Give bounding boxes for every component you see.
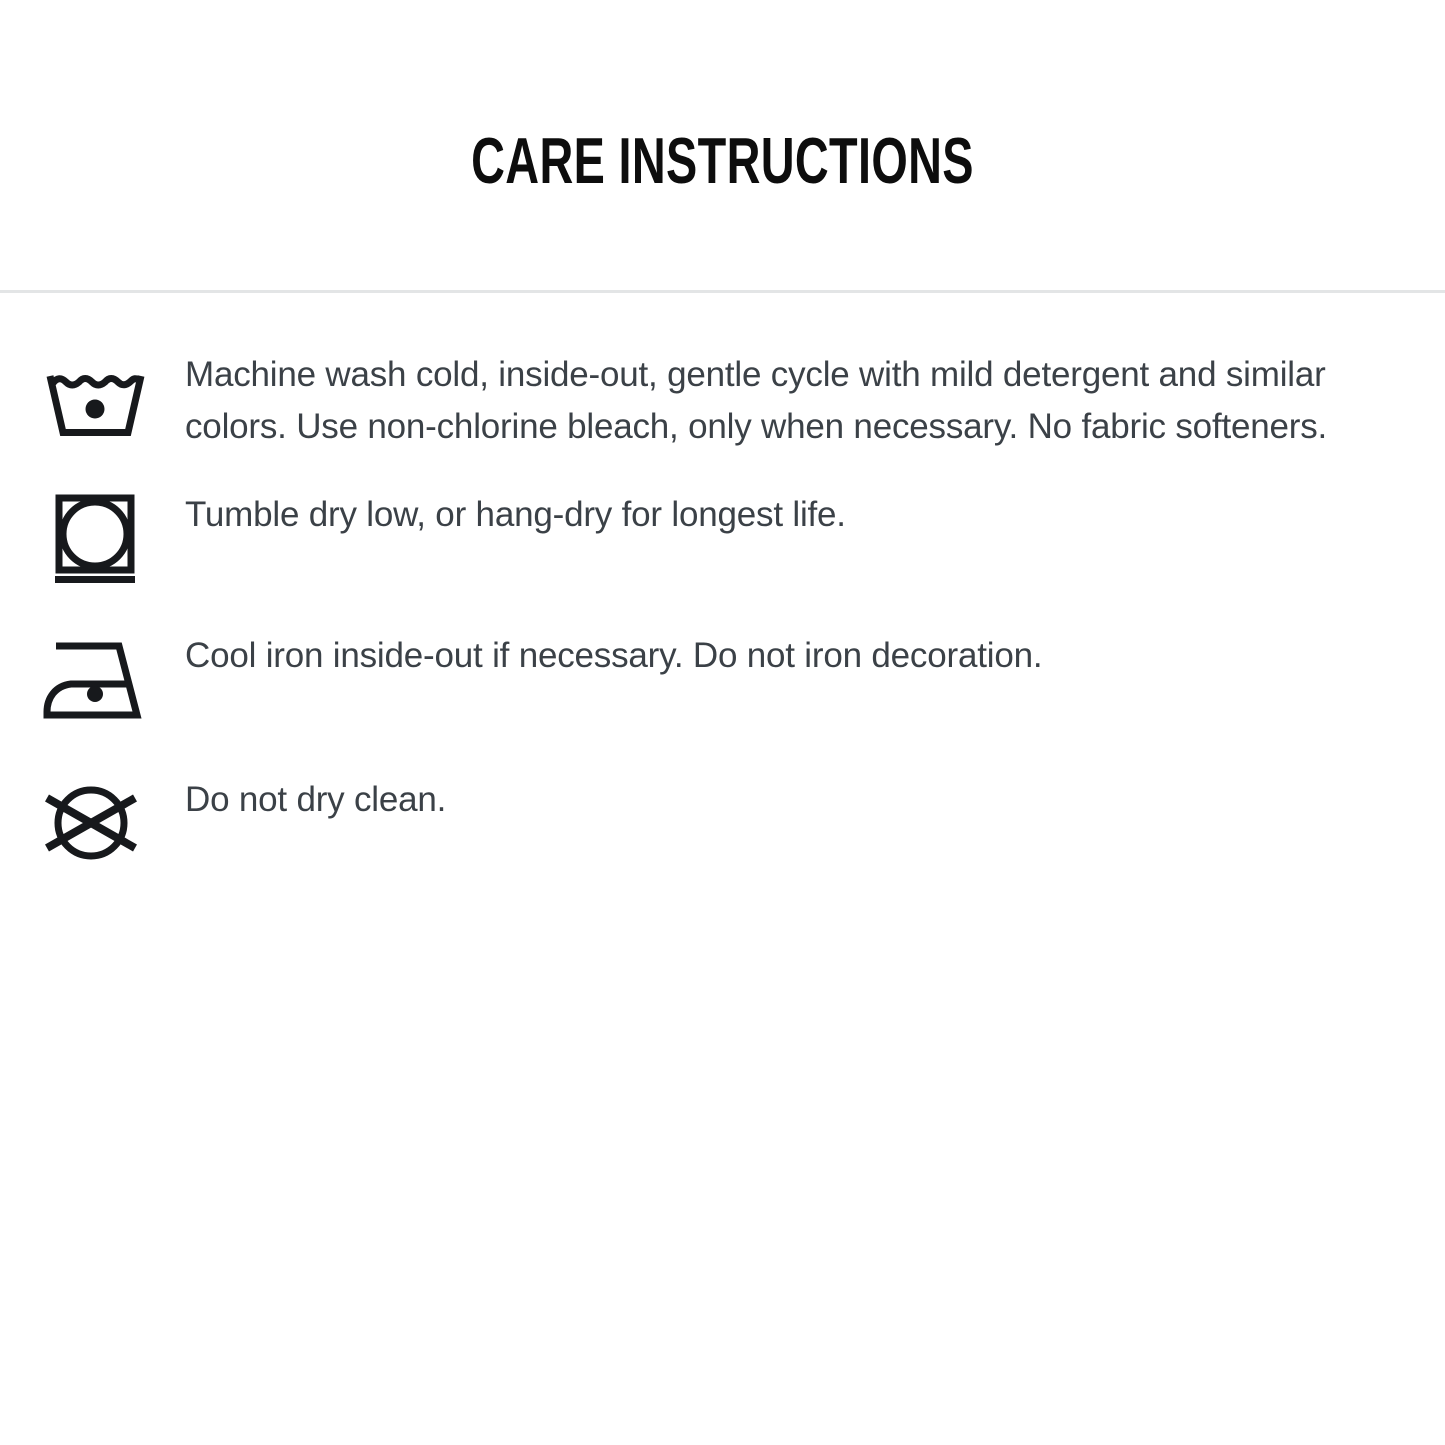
machine-wash-icon — [45, 371, 146, 437]
care-text-line: Cool iron inside-out if necessary. Do not iron decoration. — [185, 636, 1043, 675]
iron-icon — [43, 641, 143, 720]
care-text-machine-wash — [185, 349, 1327, 453]
page-title: CARE INSTRUCTIONS — [471, 124, 974, 197]
section-divider — [0, 290, 1445, 293]
tumble-dry-icon — [55, 494, 135, 583]
do-not-dry-clean-icon — [45, 784, 145, 862]
care-text-line: colors. Use non-chlorine bleach, only when necessary. No fabric softeners. — [185, 407, 1328, 446]
care-text-line: Do not dry clean. — [185, 780, 447, 819]
care-text-line: Machine wash cold, inside-out, gentle cycle with mild detergent and similar — [185, 355, 1326, 394]
care-text-line: Tumble dry low, or hang-dry for longest life. — [185, 495, 846, 534]
care-text-tumble-dry — [185, 489, 846, 541]
care-text-iron — [185, 630, 1042, 682]
care-text-do-not-dry-clean — [185, 774, 446, 826]
